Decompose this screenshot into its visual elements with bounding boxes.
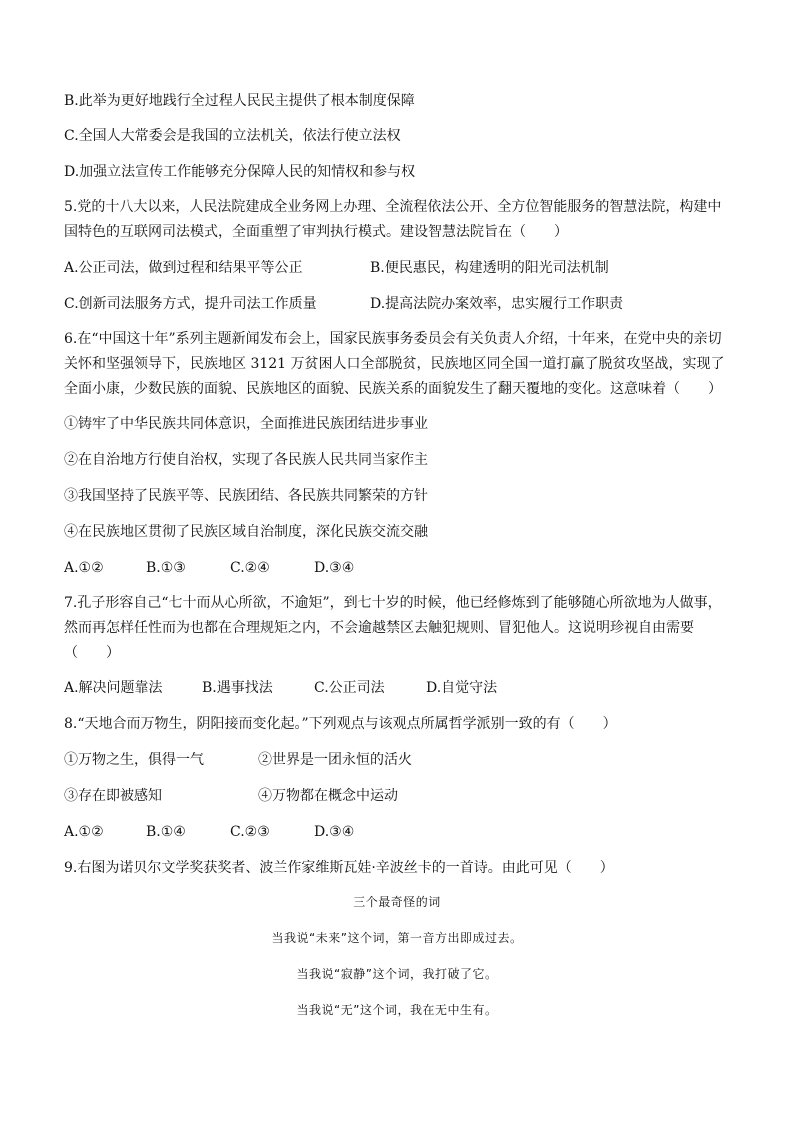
q7-option-d: D.自觉守法 bbox=[426, 680, 498, 696]
q8-statement-4: ④万物都在概念中运动 bbox=[258, 788, 398, 804]
q7-option-a: A.解决问题靠法 bbox=[64, 680, 163, 696]
q4-option-b: B.此举为更好地践行全过程人民民主提供了根本制度保障 bbox=[64, 93, 415, 109]
q6-stem: 6.在“中国这十年”系列主题新闻发布会上，国家民族事务委员会有关负责人介绍，十年来，在党中央的亲切关怀和坚强领导下，民族地区 3121 万贫困人口全部脱贫，民族地区同全国一道打赢了脱贫攻坚战，实现了全面小康，少数民族的面貌、民族地区的面貌、民族关系的面貌发生了翻天覆地的变化。这意味着（ ） bbox=[64, 331, 725, 397]
q8-stem: 8.“天地合而万物生，阴阳接而变化起。”下列观点与该观点所属哲学派别一致的有（ ） bbox=[64, 716, 617, 732]
q8-statement-1: ①万物之生，俱得一气 bbox=[64, 752, 204, 768]
q7-option-c: C.公正司法 bbox=[314, 680, 385, 696]
q8-option-a: A.①② bbox=[64, 824, 104, 840]
q8-statement-2: ②世界是一团永恒的活火 bbox=[258, 752, 412, 768]
q7-option-b: B.遇事找法 bbox=[202, 680, 273, 696]
poem-line-1: 当我说“未来”这个词，第一音方出即成过去。 bbox=[271, 931, 523, 945]
poem-line-2: 当我说“寂静”这个词，我打破了它。 bbox=[296, 967, 498, 981]
q7-stem: 7.孔子形容自己“七十而从心所欲，不逾矩”，到七十岁的时候，他已经修炼到了能够随心所欲地为人做事，然而再怎样任性而为也都在合理规矩之内，不会逾越禁区去触犯规则、冒犯他人。这说明珍视自由需要（ ） bbox=[64, 595, 722, 661]
q5-stem: 5.党的十八大以来，人民法院建成全业务网上办理、全流程依法公开、全方位智能服务的智慧法院，构建中国特色的互联网司法模式，全面重塑了审判执行模式。建设智慧法院旨在（ ） bbox=[64, 199, 722, 240]
q5-option-b: B.便民惠民，构建透明的阳光司法机制 bbox=[370, 260, 609, 276]
q6-option-b: B.①③ bbox=[146, 560, 186, 576]
q6-statement-1: ①铸牢了中华民族共同体意识，全面推进民族团结进步事业 bbox=[64, 416, 428, 432]
q8-option-b: B.①④ bbox=[146, 824, 186, 840]
q8-statement-3: ③存在即被感知 bbox=[64, 788, 162, 804]
q8-option-d: D.③④ bbox=[314, 824, 355, 840]
q9-stem: 9.右图为诺贝尔文学奖获奖者、波兰作家维斯瓦娃·辛波丝卡的一首诗。由此可见（ ） bbox=[64, 860, 614, 876]
q4-option-c: C.全国人大常委会是我国的立法机关，依法行使立法权 bbox=[64, 128, 401, 144]
q6-option-d: D.③④ bbox=[314, 560, 355, 576]
q6-statement-3: ③我国坚持了民族平等、民族团结、各民族共同繁荣的方针 bbox=[64, 488, 428, 504]
q5-option-c: C.创新司法服务方式，提升司法工作质量 bbox=[64, 296, 317, 312]
poem-title: 三个最奇怪的词 bbox=[353, 895, 441, 909]
q6-statement-4: ④在民族地区贯彻了民族区域自治制度，深化民族交流交融 bbox=[64, 524, 428, 540]
q4-option-d: D.加强立法宣传工作能够充分保障人民的知情权和参与权 bbox=[64, 164, 416, 180]
q8-option-c: C.②③ bbox=[230, 824, 270, 840]
q5-option-d: D.提高法院办案效率，忠实履行工作职责 bbox=[370, 296, 624, 312]
q6-option-a: A.①② bbox=[64, 560, 104, 576]
q6-statement-2: ②在自治地方行使自治权，实现了各民族人民共同当家作主 bbox=[64, 452, 428, 468]
q6-option-c: C.②④ bbox=[230, 560, 270, 576]
poem-line-3: 当我说“无”这个词，我在无中生有。 bbox=[296, 1003, 498, 1017]
q5-option-a: A.公正司法，做到过程和结果平等公正 bbox=[64, 260, 303, 276]
